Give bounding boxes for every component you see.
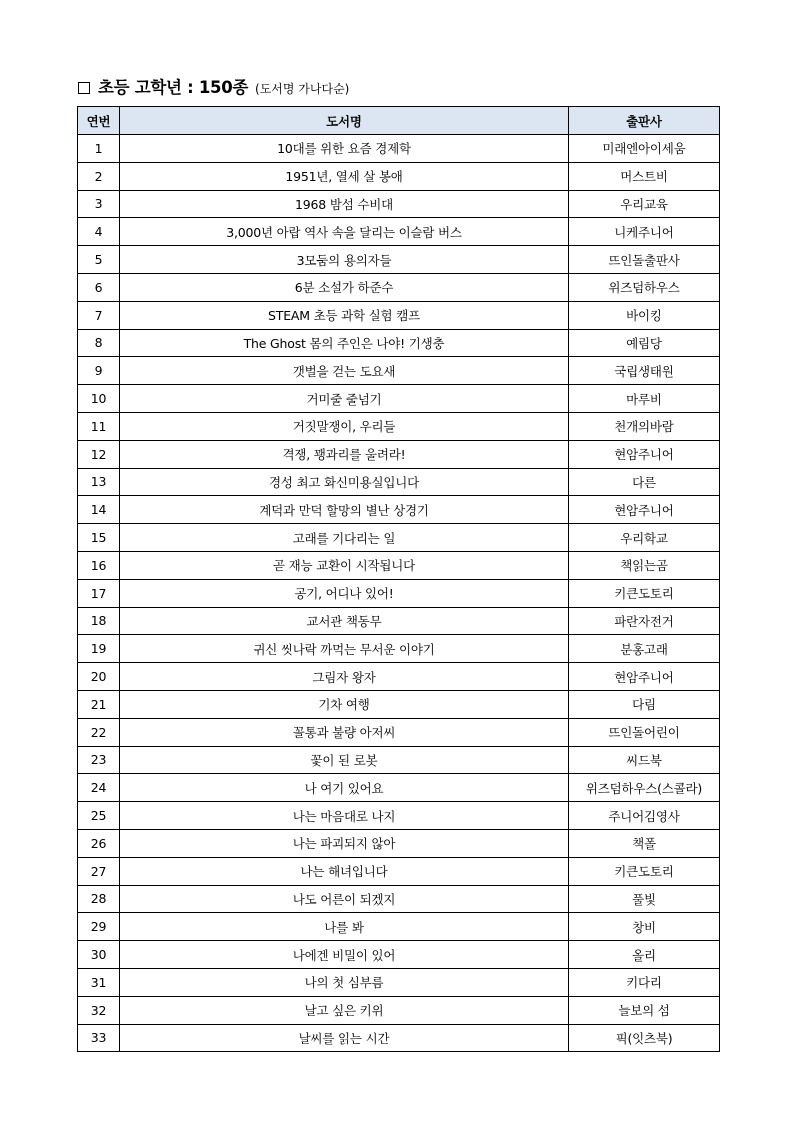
publisher-cell: 키큰도토리 (569, 579, 720, 607)
table-row (78, 579, 720, 607)
publisher-cell: 미래엔아이세움 (569, 135, 720, 163)
row-number-cell: 15 (78, 524, 120, 552)
publisher-cell: 머스트비 (569, 162, 720, 190)
book-title-cell: 10대를 위한 요즘 경제학 (120, 135, 569, 163)
publisher-cell: 국립생태원 (569, 357, 720, 385)
row-number-cell: 5 (78, 246, 120, 274)
row-number-cell: 8 (78, 329, 120, 357)
table-row (78, 885, 720, 913)
row-number-cell: 29 (78, 913, 120, 941)
table-row (78, 774, 720, 802)
table-row (78, 190, 720, 218)
checkbox-square-icon (78, 82, 90, 94)
publisher-cell: 씨드북 (569, 746, 720, 774)
book-title-cell: 나에겐 비밀이 있어 (120, 941, 569, 969)
book-title-cell: 나는 마음대로 나지 (120, 802, 569, 830)
book-title-cell: 날씨를 읽는 시간 (120, 1024, 569, 1052)
book-title-cell: 경성 최고 화신미용실입니다 (120, 468, 569, 496)
table-row (78, 273, 720, 301)
book-title-cell: 날고 싶은 키위 (120, 996, 569, 1024)
publisher-cell: 뜨인돌출판사 (569, 246, 720, 274)
book-title-cell: 고래를 기다리는 일 (120, 524, 569, 552)
row-number-cell: 24 (78, 774, 120, 802)
row-number-cell: 17 (78, 579, 120, 607)
row-number-cell: 31 (78, 968, 120, 996)
table-body (78, 135, 720, 1052)
column-header-title: 도서명 (120, 107, 569, 135)
publisher-cell: 바이킹 (569, 301, 720, 329)
book-title-cell: 나도 어른이 되겠지 (120, 885, 569, 913)
row-number-cell: 7 (78, 301, 120, 329)
book-title-cell: 나는 파괴되지 않아 (120, 829, 569, 857)
table-row (78, 802, 720, 830)
book-title-cell: 나 여기 있어요 (120, 774, 569, 802)
row-number-cell: 23 (78, 746, 120, 774)
book-title-cell: 거미줄 줄넘기 (120, 385, 569, 413)
table-row (78, 663, 720, 691)
publisher-cell: 주니어김영사 (569, 802, 720, 830)
row-number-cell: 9 (78, 357, 120, 385)
publisher-cell: 키다리 (569, 968, 720, 996)
row-number-cell: 14 (78, 496, 120, 524)
row-number-cell: 19 (78, 635, 120, 663)
table-row (78, 913, 720, 941)
table-row (78, 607, 720, 635)
publisher-cell: 니케주니어 (569, 218, 720, 246)
publisher-cell: 다림 (569, 690, 720, 718)
table-row (78, 857, 720, 885)
row-number-cell: 6 (78, 273, 120, 301)
row-number-cell: 16 (78, 551, 120, 579)
row-number-cell: 12 (78, 440, 120, 468)
publisher-cell: 마루비 (569, 385, 720, 413)
publisher-cell: 천개의바람 (569, 412, 720, 440)
table-row (78, 718, 720, 746)
publisher-cell: 올리 (569, 941, 720, 969)
book-title-cell: 나의 첫 심부름 (120, 968, 569, 996)
table-row (78, 468, 720, 496)
book-title-cell: 1951년, 열세 살 봉애 (120, 162, 569, 190)
section-title: 초등 고학년 : 150종 (98, 78, 249, 97)
book-title-cell: 나를 봐 (120, 913, 569, 941)
row-number-cell: 3 (78, 190, 120, 218)
book-title-cell: 꼴통과 불량 아저씨 (120, 718, 569, 746)
section-heading (78, 74, 349, 98)
table-row (78, 551, 720, 579)
row-number-cell: 1 (78, 135, 120, 163)
table-row (78, 246, 720, 274)
publisher-cell: 분홍고래 (569, 635, 720, 663)
book-title-cell: 나는 해녀입니다 (120, 857, 569, 885)
publisher-cell: 파란자전거 (569, 607, 720, 635)
book-title-cell: 격쟁, 꽹과리를 울려라! (120, 440, 569, 468)
publisher-cell: 현암주니어 (569, 663, 720, 691)
book-title-cell: 귀신 씻나락 까먹는 무서운 이야기 (120, 635, 569, 663)
table-row (78, 496, 720, 524)
book-title-cell: 기차 여행 (120, 690, 569, 718)
book-title-cell: 6분 소설가 하준수 (120, 273, 569, 301)
row-number-cell: 27 (78, 857, 120, 885)
table-row (78, 690, 720, 718)
publisher-cell: 책읽는곰 (569, 551, 720, 579)
table-row (78, 412, 720, 440)
book-title-cell: STEAM 초등 과학 실험 캠프 (120, 301, 569, 329)
row-number-cell: 28 (78, 885, 120, 913)
publisher-cell: 위즈덤하우스(스콜라) (569, 774, 720, 802)
table-row (78, 968, 720, 996)
row-number-cell: 20 (78, 663, 120, 691)
publisher-cell: 풀빛 (569, 885, 720, 913)
publisher-cell: 창비 (569, 913, 720, 941)
row-number-cell: 11 (78, 412, 120, 440)
table-row (78, 1024, 720, 1052)
publisher-cell: 현암주니어 (569, 496, 720, 524)
table-row (78, 440, 720, 468)
publisher-cell: 뜨인돌어린이 (569, 718, 720, 746)
table-header-row (78, 107, 720, 135)
table-row (78, 162, 720, 190)
publisher-cell: 우리교육 (569, 190, 720, 218)
book-title-cell: 곧 재능 교환이 시작됩니다 (120, 551, 569, 579)
table-row (78, 301, 720, 329)
table-row (78, 385, 720, 413)
publisher-cell: 픽(잇츠북) (569, 1024, 720, 1052)
row-number-cell: 26 (78, 829, 120, 857)
table-row (78, 996, 720, 1024)
publisher-cell: 책폴 (569, 829, 720, 857)
row-number-cell: 18 (78, 607, 120, 635)
publisher-cell: 우리학교 (569, 524, 720, 552)
column-header-publisher: 출판사 (569, 107, 720, 135)
book-list-table (77, 106, 720, 1052)
column-header-number: 연번 (78, 107, 120, 135)
table-row (78, 941, 720, 969)
row-number-cell: 10 (78, 385, 120, 413)
table-row (78, 135, 720, 163)
row-number-cell: 22 (78, 718, 120, 746)
book-title-cell: 거짓말쟁이, 우리들 (120, 412, 569, 440)
table-row (78, 635, 720, 663)
table-row (78, 218, 720, 246)
row-number-cell: 2 (78, 162, 120, 190)
table-row (78, 746, 720, 774)
table-row (78, 329, 720, 357)
publisher-cell: 늘보의 섬 (569, 996, 720, 1024)
publisher-cell: 예림당 (569, 329, 720, 357)
row-number-cell: 25 (78, 802, 120, 830)
table-row (78, 357, 720, 385)
publisher-cell: 위즈덤하우스 (569, 273, 720, 301)
book-title-cell: 공기, 어디나 있어! (120, 579, 569, 607)
table-row (78, 829, 720, 857)
book-title-cell: 3모둠의 용의자들 (120, 246, 569, 274)
row-number-cell: 13 (78, 468, 120, 496)
book-title-cell: 계덕과 만덕 할망의 별난 상경기 (120, 496, 569, 524)
row-number-cell: 32 (78, 996, 120, 1024)
book-title-cell: 그림자 왕자 (120, 663, 569, 691)
book-title-cell: The Ghost 몸의 주인은 나야! 기생충 (120, 329, 569, 357)
publisher-cell: 키큰도토리 (569, 857, 720, 885)
row-number-cell: 33 (78, 1024, 120, 1052)
publisher-cell: 현암주니어 (569, 440, 720, 468)
row-number-cell: 4 (78, 218, 120, 246)
publisher-cell: 다른 (569, 468, 720, 496)
table-row (78, 524, 720, 552)
book-title-cell: 1968 밤섬 수비대 (120, 190, 569, 218)
book-title-cell: 교서관 책동무 (120, 607, 569, 635)
section-subtitle: (도서명 가나다순) (255, 82, 350, 96)
row-number-cell: 30 (78, 941, 120, 969)
book-title-cell: 3,000년 아랍 역사 속을 달리는 이슬람 버스 (120, 218, 569, 246)
row-number-cell: 21 (78, 690, 120, 718)
book-title-cell: 꽃이 된 로봇 (120, 746, 569, 774)
book-title-cell: 갯벌을 걷는 도요새 (120, 357, 569, 385)
